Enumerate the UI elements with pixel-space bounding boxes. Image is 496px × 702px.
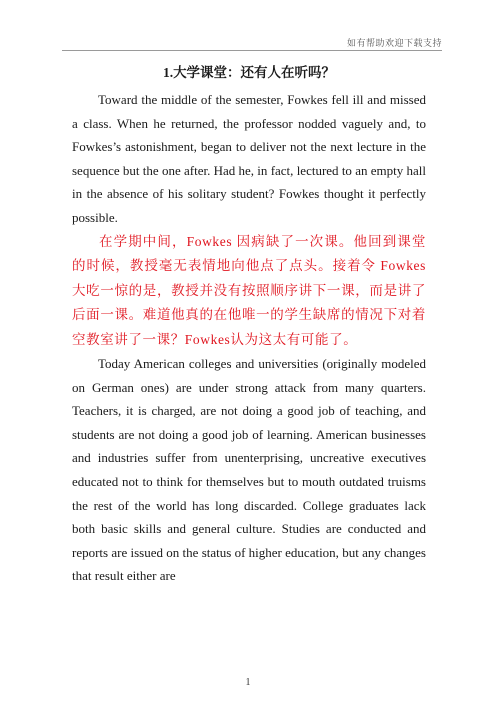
page-title: 1.大学课堂：还有人在听吗？: [162, 65, 336, 80]
header-rule: [62, 50, 442, 51]
page-number: 1: [245, 677, 251, 688]
document-body: [72, 60, 426, 588]
header-note: 如有帮助欢迎下载支持: [346, 38, 442, 48]
paragraph-english-1: Toward the middle of the semester, Fowkes fell ill and missed a class. When he returned, the professor nodded vaguely and, to Fowkes’s astonishment, began to deliver not the next lecture in the sequence but the one after. Had he, in fact, lectured to an empty hall in the absence of his solitary student? Fowkes thought it perfectly possible.: [72, 92, 426, 225]
paragraph-english-2: Today American colleges and universities (originally modeled on German ones) are under strong attack from many quarters. Teachers, it is charged, are not doing a good job of teaching, and students are not doing a good job of learning. American businesses and industries suffer from unenterprising, uncreative executives educated not to think for themselves but to mouth outdated truisms the rest of the world has long discarded. College graduates lack both basic skills and general culture. Studies are conducted and reports are issued on the status of higher education, but any changes that result either are: [72, 356, 426, 584]
paragraph-chinese-translation: 在学期中间，Fowkes 因病缺了一次课。他回到课堂的时候，教授毫无表情地向他点了点头。接着令 Fowkes 大吃一惊的是，教授并没有按照顺序讲下一课，而是讲了后面一课。难道他真的在他唯一的学生缺席的情况下对着空教室讲了一课？Fowkes认为这太有可能了。: [72, 233, 426, 347]
